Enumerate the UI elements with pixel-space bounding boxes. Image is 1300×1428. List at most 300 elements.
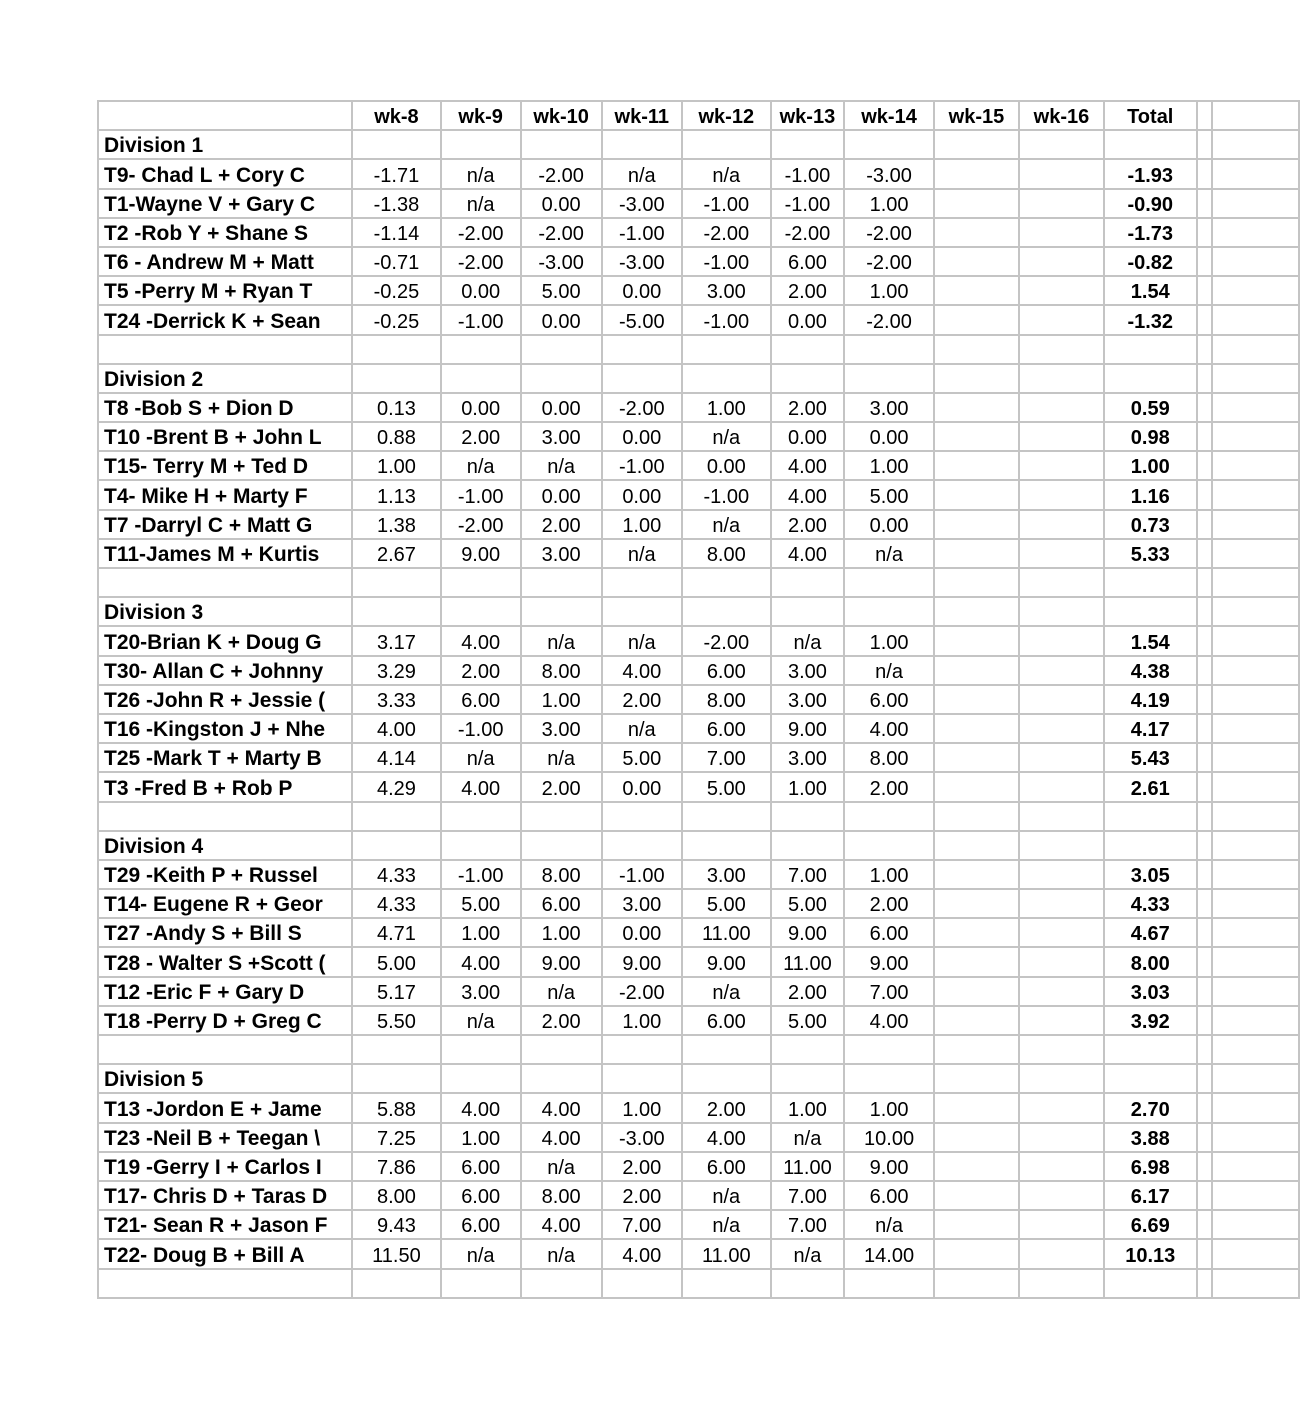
week-score-cell[interactable]: -2.00 [844, 247, 934, 276]
total-cell[interactable]: 6.98 [1104, 1152, 1197, 1181]
blank-cell[interactable] [521, 130, 602, 159]
total-cell[interactable]: 2.70 [1104, 1093, 1197, 1122]
blank-cell[interactable] [682, 831, 771, 860]
column-header[interactable]: wk-15 [934, 101, 1019, 130]
week-score-cell[interactable]: -1.38 [352, 189, 441, 218]
week-score-cell[interactable]: -1.00 [602, 451, 682, 480]
week-score-cell[interactable]: 4.00 [441, 947, 521, 976]
blank-cell[interactable] [1197, 539, 1213, 568]
blank-cell[interactable] [934, 597, 1019, 626]
blank-cell[interactable] [1197, 1093, 1213, 1122]
week-score-cell[interactable]: 2.00 [771, 977, 844, 1006]
total-cell[interactable]: 0.73 [1104, 510, 1197, 539]
team-name-cell[interactable]: T20-Brian K + Doug G [98, 626, 352, 655]
week-score-cell[interactable]: 3.00 [771, 656, 844, 685]
total-cell[interactable]: -1.32 [1104, 305, 1197, 334]
blank-cell[interactable] [1197, 1006, 1213, 1035]
week-score-cell[interactable]: 8.00 [521, 656, 602, 685]
week-score-cell[interactable] [934, 189, 1019, 218]
week-score-cell[interactable]: -3.00 [602, 1123, 682, 1152]
blank-cell[interactable] [1212, 335, 1299, 364]
week-score-cell[interactable] [1019, 1152, 1104, 1181]
blank-cell[interactable] [1019, 568, 1104, 597]
column-header[interactable]: wk-14 [844, 101, 934, 130]
blank-cell[interactable] [352, 335, 441, 364]
week-score-cell[interactable]: 1.00 [844, 451, 934, 480]
team-name-cell[interactable]: T12 -Eric F + Gary D [98, 977, 352, 1006]
total-cell[interactable]: 6.69 [1104, 1210, 1197, 1239]
division-title[interactable]: Division 5 [98, 1064, 352, 1093]
week-score-cell[interactable]: -3.00 [844, 159, 934, 188]
week-score-cell[interactable]: n/a [844, 1210, 934, 1239]
blank-cell[interactable] [1104, 130, 1197, 159]
blank-cell[interactable] [441, 364, 521, 393]
week-score-cell[interactable]: 6.00 [682, 1152, 771, 1181]
week-score-cell[interactable]: 5.00 [844, 480, 934, 509]
blank-cell[interactable] [1197, 422, 1213, 451]
blank-cell[interactable] [1197, 889, 1213, 918]
team-name-cell[interactable]: T16 -Kingston J + Nhe [98, 714, 352, 743]
blank-cell[interactable] [1212, 1035, 1299, 1064]
blank-cell[interactable] [1212, 393, 1299, 422]
week-score-cell[interactable]: -3.00 [602, 247, 682, 276]
week-score-cell[interactable]: 6.00 [441, 1181, 521, 1210]
blank-cell[interactable] [771, 1035, 844, 1064]
week-score-cell[interactable] [1019, 189, 1104, 218]
week-score-cell[interactable]: n/a [682, 510, 771, 539]
week-score-cell[interactable]: 6.00 [441, 685, 521, 714]
week-score-cell[interactable]: 0.13 [352, 393, 441, 422]
week-score-cell[interactable]: 0.00 [602, 918, 682, 947]
blank-cell[interactable] [1197, 305, 1213, 334]
blank-cell[interactable] [1019, 130, 1104, 159]
column-header[interactable]: wk-12 [682, 101, 771, 130]
week-score-cell[interactable]: 11.00 [682, 1239, 771, 1268]
blank-cell[interactable] [441, 1064, 521, 1093]
team-name-cell[interactable]: T18 -Perry D + Greg C [98, 1006, 352, 1035]
week-score-cell[interactable]: n/a [521, 743, 602, 772]
week-score-cell[interactable]: -2.00 [602, 393, 682, 422]
week-score-cell[interactable]: 14.00 [844, 1239, 934, 1268]
blank-cell[interactable] [1197, 247, 1213, 276]
week-score-cell[interactable]: -2.00 [521, 159, 602, 188]
week-score-cell[interactable] [1019, 1123, 1104, 1152]
week-score-cell[interactable]: 2.00 [602, 685, 682, 714]
blank-cell[interactable] [682, 597, 771, 626]
week-score-cell[interactable]: -1.14 [352, 218, 441, 247]
blank-cell[interactable] [1197, 1181, 1213, 1210]
week-score-cell[interactable] [1019, 860, 1104, 889]
blank-cell[interactable] [1212, 918, 1299, 947]
week-score-cell[interactable]: 4.71 [352, 918, 441, 947]
week-score-cell[interactable]: 2.00 [521, 1006, 602, 1035]
week-score-cell[interactable]: 3.00 [521, 539, 602, 568]
blank-cell[interactable] [1197, 831, 1213, 860]
blank-cell[interactable] [682, 335, 771, 364]
team-name-cell[interactable]: T28 - Walter S +Scott ( [98, 947, 352, 976]
week-score-cell[interactable]: 5.00 [521, 276, 602, 305]
column-header[interactable]: wk-9 [441, 101, 521, 130]
blank-cell[interactable] [682, 1064, 771, 1093]
total-cell[interactable]: 1.54 [1104, 626, 1197, 655]
week-score-cell[interactable]: 0.00 [441, 393, 521, 422]
week-score-cell[interactable]: 2.00 [441, 656, 521, 685]
blank-cell[interactable] [1197, 218, 1213, 247]
week-score-cell[interactable]: -1.00 [682, 480, 771, 509]
week-score-cell[interactable]: 2.00 [844, 772, 934, 801]
blank-cell[interactable] [98, 335, 352, 364]
week-score-cell[interactable]: 4.00 [521, 1093, 602, 1122]
week-score-cell[interactable] [934, 539, 1019, 568]
column-header[interactable]: wk-10 [521, 101, 602, 130]
total-cell[interactable]: 0.98 [1104, 422, 1197, 451]
blank-cell[interactable] [352, 364, 441, 393]
week-score-cell[interactable]: -1.00 [441, 860, 521, 889]
blank-cell[interactable] [1104, 831, 1197, 860]
week-score-cell[interactable]: 5.00 [771, 1006, 844, 1035]
week-score-cell[interactable]: n/a [521, 626, 602, 655]
blank-cell[interactable] [602, 364, 682, 393]
week-score-cell[interactable]: n/a [771, 1123, 844, 1152]
blank-cell[interactable] [934, 568, 1019, 597]
week-score-cell[interactable] [934, 1093, 1019, 1122]
total-cell[interactable]: -0.90 [1104, 189, 1197, 218]
week-score-cell[interactable]: 1.00 [521, 685, 602, 714]
blank-cell[interactable] [1212, 1269, 1299, 1298]
week-score-cell[interactable]: 5.88 [352, 1093, 441, 1122]
blank-cell[interactable] [844, 1035, 934, 1064]
blank-cell[interactable] [98, 1269, 352, 1298]
blank-cell[interactable] [682, 802, 771, 831]
week-score-cell[interactable] [934, 159, 1019, 188]
week-score-cell[interactable]: -2.00 [844, 218, 934, 247]
week-score-cell[interactable]: 9.00 [682, 947, 771, 976]
blank-cell[interactable] [602, 802, 682, 831]
blank-cell[interactable] [602, 597, 682, 626]
blank-cell[interactable] [1212, 1152, 1299, 1181]
blank-cell[interactable] [844, 1269, 934, 1298]
week-score-cell[interactable]: -0.71 [352, 247, 441, 276]
blank-cell[interactable] [1019, 364, 1104, 393]
blank-cell[interactable] [844, 802, 934, 831]
blank-cell[interactable] [441, 802, 521, 831]
week-score-cell[interactable]: n/a [682, 977, 771, 1006]
division-title[interactable]: Division 1 [98, 130, 352, 159]
blank-cell[interactable] [521, 597, 602, 626]
week-score-cell[interactable] [934, 743, 1019, 772]
blank-cell[interactable] [1197, 568, 1213, 597]
week-score-cell[interactable]: 0.00 [682, 451, 771, 480]
week-score-cell[interactable]: n/a [521, 451, 602, 480]
week-score-cell[interactable]: 0.00 [521, 480, 602, 509]
week-score-cell[interactable]: 0.00 [844, 510, 934, 539]
total-cell[interactable]: 4.67 [1104, 918, 1197, 947]
week-score-cell[interactable]: 2.00 [521, 510, 602, 539]
week-score-cell[interactable]: 5.00 [771, 889, 844, 918]
week-score-cell[interactable]: 4.00 [602, 1239, 682, 1268]
week-score-cell[interactable]: 0.00 [521, 305, 602, 334]
week-score-cell[interactable]: 0.00 [602, 772, 682, 801]
week-score-cell[interactable] [1019, 685, 1104, 714]
week-score-cell[interactable]: n/a [521, 1239, 602, 1268]
week-score-cell[interactable] [934, 656, 1019, 685]
blank-cell[interactable] [1019, 335, 1104, 364]
week-score-cell[interactable]: 1.00 [771, 1093, 844, 1122]
total-cell[interactable]: 5.33 [1104, 539, 1197, 568]
blank-cell[interactable] [1212, 305, 1299, 334]
blank-cell[interactable] [1197, 1064, 1213, 1093]
blank-cell[interactable] [1212, 276, 1299, 305]
week-score-cell[interactable]: -1.00 [441, 714, 521, 743]
total-cell[interactable]: 6.17 [1104, 1181, 1197, 1210]
week-score-cell[interactable] [934, 305, 1019, 334]
blank-cell[interactable] [521, 364, 602, 393]
blank-cell[interactable] [1212, 860, 1299, 889]
week-score-cell[interactable]: 9.00 [844, 947, 934, 976]
week-score-cell[interactable] [1019, 1093, 1104, 1122]
week-score-cell[interactable]: n/a [602, 714, 682, 743]
total-cell[interactable]: 3.05 [1104, 860, 1197, 889]
week-score-cell[interactable] [934, 1006, 1019, 1035]
week-score-cell[interactable]: 6.00 [682, 656, 771, 685]
week-score-cell[interactable] [1019, 276, 1104, 305]
blank-cell[interactable] [1197, 685, 1213, 714]
blank-cell[interactable] [352, 1035, 441, 1064]
week-score-cell[interactable]: n/a [521, 1152, 602, 1181]
blank-cell[interactable] [1212, 159, 1299, 188]
week-score-cell[interactable] [934, 977, 1019, 1006]
blank-cell[interactable] [1212, 802, 1299, 831]
blank-cell[interactable] [1212, 510, 1299, 539]
week-score-cell[interactable]: 1.00 [844, 189, 934, 218]
week-score-cell[interactable]: 4.00 [602, 656, 682, 685]
week-score-cell[interactable] [934, 276, 1019, 305]
blank-cell[interactable] [1197, 276, 1213, 305]
column-header[interactable]: wk-8 [352, 101, 441, 130]
blank-cell[interactable] [1212, 889, 1299, 918]
week-score-cell[interactable]: 4.14 [352, 743, 441, 772]
week-score-cell[interactable]: 9.00 [521, 947, 602, 976]
team-name-cell[interactable]: T5 -Perry M + Ryan T [98, 276, 352, 305]
week-score-cell[interactable]: 5.00 [441, 889, 521, 918]
week-score-cell[interactable]: n/a [441, 1006, 521, 1035]
week-score-cell[interactable]: 8.00 [682, 539, 771, 568]
column-header[interactable]: wk-11 [602, 101, 682, 130]
total-cell[interactable]: 8.00 [1104, 947, 1197, 976]
column-header[interactable]: wk-16 [1019, 101, 1104, 130]
week-score-cell[interactable] [1019, 451, 1104, 480]
blank-cell[interactable] [844, 1064, 934, 1093]
week-score-cell[interactable]: 7.00 [771, 1181, 844, 1210]
week-score-cell[interactable]: 5.17 [352, 977, 441, 1006]
week-score-cell[interactable]: 6.00 [682, 1006, 771, 1035]
blank-cell[interactable] [771, 597, 844, 626]
blank-cell[interactable] [1104, 597, 1197, 626]
week-score-cell[interactable]: n/a [441, 159, 521, 188]
week-score-cell[interactable]: 1.00 [682, 393, 771, 422]
blank-cell[interactable] [1212, 1239, 1299, 1268]
blank-cell[interactable] [1197, 1210, 1213, 1239]
total-cell[interactable]: 3.92 [1104, 1006, 1197, 1035]
week-score-cell[interactable]: -1.00 [771, 189, 844, 218]
blank-cell[interactable] [521, 1035, 602, 1064]
blank-cell[interactable] [1212, 1181, 1299, 1210]
week-score-cell[interactable]: 1.00 [771, 772, 844, 801]
blank-cell[interactable] [602, 1269, 682, 1298]
week-score-cell[interactable] [934, 1123, 1019, 1152]
week-score-cell[interactable] [934, 626, 1019, 655]
week-score-cell[interactable]: 1.00 [441, 918, 521, 947]
blank-cell[interactable] [934, 1064, 1019, 1093]
week-score-cell[interactable]: 6.00 [682, 714, 771, 743]
total-cell[interactable]: 4.38 [1104, 656, 1197, 685]
blank-cell[interactable] [1212, 189, 1299, 218]
blank-cell[interactable] [1212, 422, 1299, 451]
blank-cell[interactable] [1212, 1064, 1299, 1093]
blank-cell[interactable] [1212, 743, 1299, 772]
team-name-cell[interactable]: T11-James M + Kurtis [98, 539, 352, 568]
blank-cell[interactable] [1197, 1269, 1213, 1298]
week-score-cell[interactable]: 11.00 [771, 947, 844, 976]
blank-cell[interactable] [1104, 802, 1197, 831]
week-score-cell[interactable] [934, 772, 1019, 801]
week-score-cell[interactable] [934, 1239, 1019, 1268]
week-score-cell[interactable]: 4.00 [682, 1123, 771, 1152]
total-cell[interactable]: -1.73 [1104, 218, 1197, 247]
week-score-cell[interactable]: -5.00 [602, 305, 682, 334]
blank-cell[interactable] [771, 335, 844, 364]
week-score-cell[interactable] [1019, 247, 1104, 276]
week-score-cell[interactable]: 4.00 [771, 480, 844, 509]
week-score-cell[interactable]: 1.00 [602, 510, 682, 539]
blank-cell[interactable] [521, 1064, 602, 1093]
week-score-cell[interactable]: -2.00 [682, 218, 771, 247]
blank-cell[interactable] [1212, 656, 1299, 685]
week-score-cell[interactable]: 4.33 [352, 889, 441, 918]
week-score-cell[interactable]: 0.00 [602, 422, 682, 451]
blank-cell[interactable] [1212, 626, 1299, 655]
team-name-cell[interactable]: T26 -John R + Jessie ( [98, 685, 352, 714]
week-score-cell[interactable]: n/a [441, 743, 521, 772]
week-score-cell[interactable]: 4.00 [771, 451, 844, 480]
week-score-cell[interactable]: 11.00 [682, 918, 771, 947]
week-score-cell[interactable] [1019, 305, 1104, 334]
week-score-cell[interactable]: -2.00 [441, 218, 521, 247]
blank-cell[interactable] [1197, 335, 1213, 364]
week-score-cell[interactable]: n/a [844, 539, 934, 568]
week-score-cell[interactable]: 6.00 [521, 889, 602, 918]
week-score-cell[interactable] [934, 889, 1019, 918]
team-name-cell[interactable]: T19 -Gerry I + Carlos I [98, 1152, 352, 1181]
week-score-cell[interactable]: 1.13 [352, 480, 441, 509]
team-name-cell[interactable]: T3 -Fred B + Rob P [98, 772, 352, 801]
blank-cell[interactable] [1104, 364, 1197, 393]
week-score-cell[interactable]: -1.00 [771, 159, 844, 188]
blank-cell[interactable] [1197, 1239, 1213, 1268]
blank-cell[interactable] [1212, 1006, 1299, 1035]
blank-cell[interactable] [441, 1035, 521, 1064]
blank-cell[interactable] [352, 130, 441, 159]
week-score-cell[interactable] [1019, 947, 1104, 976]
week-score-cell[interactable]: 9.00 [771, 714, 844, 743]
week-score-cell[interactable]: -2.00 [441, 247, 521, 276]
week-score-cell[interactable]: 3.17 [352, 626, 441, 655]
week-score-cell[interactable] [1019, 218, 1104, 247]
column-header[interactable]: Total [1104, 101, 1197, 130]
team-name-cell[interactable]: T4- Mike H + Marty F [98, 480, 352, 509]
blank-cell[interactable] [1019, 1035, 1104, 1064]
week-score-cell[interactable]: n/a [682, 1181, 771, 1210]
week-score-cell[interactable] [934, 685, 1019, 714]
week-score-cell[interactable] [1019, 159, 1104, 188]
blank-cell[interactable] [1212, 977, 1299, 1006]
week-score-cell[interactable]: 0.00 [441, 276, 521, 305]
blank-cell[interactable] [682, 1035, 771, 1064]
week-score-cell[interactable] [1019, 393, 1104, 422]
week-score-cell[interactable]: 8.00 [352, 1181, 441, 1210]
team-name-cell[interactable]: T17- Chris D + Taras D [98, 1181, 352, 1210]
blank-cell[interactable] [1212, 480, 1299, 509]
total-cell[interactable]: 5.43 [1104, 743, 1197, 772]
team-name-cell[interactable]: T1-Wayne V + Gary C [98, 189, 352, 218]
total-cell[interactable]: 4.33 [1104, 889, 1197, 918]
week-score-cell[interactable]: -3.00 [521, 247, 602, 276]
week-score-cell[interactable] [1019, 977, 1104, 1006]
blank-cell[interactable] [1197, 1152, 1213, 1181]
week-score-cell[interactable]: 9.00 [441, 539, 521, 568]
week-score-cell[interactable]: 9.00 [602, 947, 682, 976]
week-score-cell[interactable] [1019, 772, 1104, 801]
week-score-cell[interactable]: 3.00 [844, 393, 934, 422]
team-name-cell[interactable]: T9- Chad L + Cory C [98, 159, 352, 188]
blank-cell[interactable] [1197, 393, 1213, 422]
blank-cell[interactable] [1197, 977, 1213, 1006]
week-score-cell[interactable] [934, 1152, 1019, 1181]
blank-cell[interactable] [1197, 714, 1213, 743]
week-score-cell[interactable]: 6.00 [441, 1152, 521, 1181]
division-title[interactable]: Division 3 [98, 597, 352, 626]
week-score-cell[interactable]: 1.00 [844, 626, 934, 655]
blank-cell[interactable] [1212, 685, 1299, 714]
week-score-cell[interactable]: 6.00 [844, 685, 934, 714]
blank-cell[interactable] [1104, 1269, 1197, 1298]
week-score-cell[interactable]: 8.00 [521, 1181, 602, 1210]
team-name-cell[interactable]: T8 -Bob S + Dion D [98, 393, 352, 422]
week-score-cell[interactable]: -1.00 [682, 247, 771, 276]
week-score-cell[interactable]: 0.00 [771, 422, 844, 451]
team-name-cell[interactable]: T21- Sean R + Jason F [98, 1210, 352, 1239]
blank-cell[interactable] [352, 597, 441, 626]
total-cell[interactable]: 4.19 [1104, 685, 1197, 714]
week-score-cell[interactable]: 1.00 [844, 276, 934, 305]
week-score-cell[interactable] [1019, 918, 1104, 947]
week-score-cell[interactable]: -1.00 [682, 305, 771, 334]
week-score-cell[interactable]: 4.33 [352, 860, 441, 889]
week-score-cell[interactable]: 6.00 [441, 1210, 521, 1239]
blank-cell[interactable] [1104, 568, 1197, 597]
week-score-cell[interactable]: 7.25 [352, 1123, 441, 1152]
week-score-cell[interactable]: n/a [441, 451, 521, 480]
total-cell[interactable]: 0.59 [1104, 393, 1197, 422]
total-cell[interactable]: 3.88 [1104, 1123, 1197, 1152]
team-name-cell[interactable]: T24 -Derrick K + Sean [98, 305, 352, 334]
total-cell[interactable]: 4.17 [1104, 714, 1197, 743]
week-score-cell[interactable] [1019, 656, 1104, 685]
blank-cell[interactable] [352, 568, 441, 597]
blank-cell[interactable] [1212, 130, 1299, 159]
week-score-cell[interactable]: -2.00 [682, 626, 771, 655]
week-score-cell[interactable]: 1.00 [844, 860, 934, 889]
